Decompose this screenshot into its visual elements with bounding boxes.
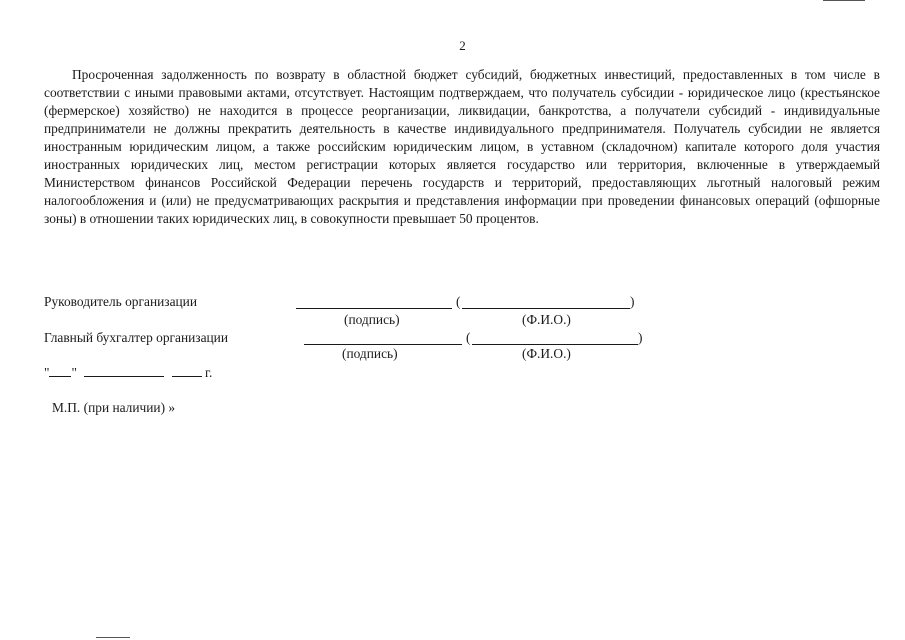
head-close-paren: ) xyxy=(630,294,635,309)
scan-edge-mark-top xyxy=(823,0,865,1)
accountant-name-line xyxy=(472,330,638,345)
date-open-quote: " xyxy=(44,365,50,380)
head-name-caption: (Ф.И.О.) xyxy=(522,312,571,327)
head-signature-caption: (подпись) xyxy=(344,312,400,327)
date-year-suffix: г. xyxy=(205,365,213,380)
date-close-quote: " xyxy=(71,365,77,380)
date-year-blank xyxy=(172,364,202,377)
date-line xyxy=(44,364,212,381)
date-month-blank xyxy=(84,364,164,377)
stamp-place: М.П. (при наличии) » xyxy=(52,400,176,415)
accountant-label: Главный бухгалтер организации xyxy=(44,330,229,345)
scan-edge-mark-bottom xyxy=(96,637,130,638)
accountant-open-paren: ( xyxy=(466,330,471,345)
accountant-close-paren: ) xyxy=(638,330,643,345)
accountant-name-caption: (Ф.И.О.) xyxy=(522,346,571,361)
head-label: Руководитель организации xyxy=(44,294,198,309)
body-paragraph: Просроченная задолженность по возврату в областной бюджет субсидий, бюджетных инвестиций, предоставленных в том числе в соответствии с иными правовыми актами, отсутствует. Настоящим подтверждаем, что получатель субсидии - юридическое лицо (крестьянское (фермерское) хозяйство) не находится в процессе реорганизации, ликвидации, банкротства, а получатели субсидий - индивидуальные предприниматели не должны прекратить деятельность в качестве индивидуального предпринимателя. Получатель субсидии не является иностранным юридическим лицом, а также российским юридическим лицом, в уставном (складочном) капитале которого доля участия иностранных юридических лиц, местом регистрации которых является государство или территория, включенные в утверждаемый Министерством финансов Российской Федерации перечень государств и территорий, предоставляющих льготный налоговый режим налогообложения и (или) не предусматривающих раскрытия и представления информации при проведении финансовых операций (офшорные зоны) в отношении таких юридических лиц, в совокупности превышает 50 процентов. xyxy=(44,67,880,226)
head-name-line xyxy=(462,294,630,309)
page-number: 2 xyxy=(459,38,466,53)
head-open-paren: ( xyxy=(456,294,461,309)
date-day-blank xyxy=(49,364,71,377)
accountant-signature-caption: (подпись) xyxy=(342,346,398,361)
accountant-signature-line xyxy=(304,330,462,345)
head-signature-line xyxy=(296,294,452,309)
